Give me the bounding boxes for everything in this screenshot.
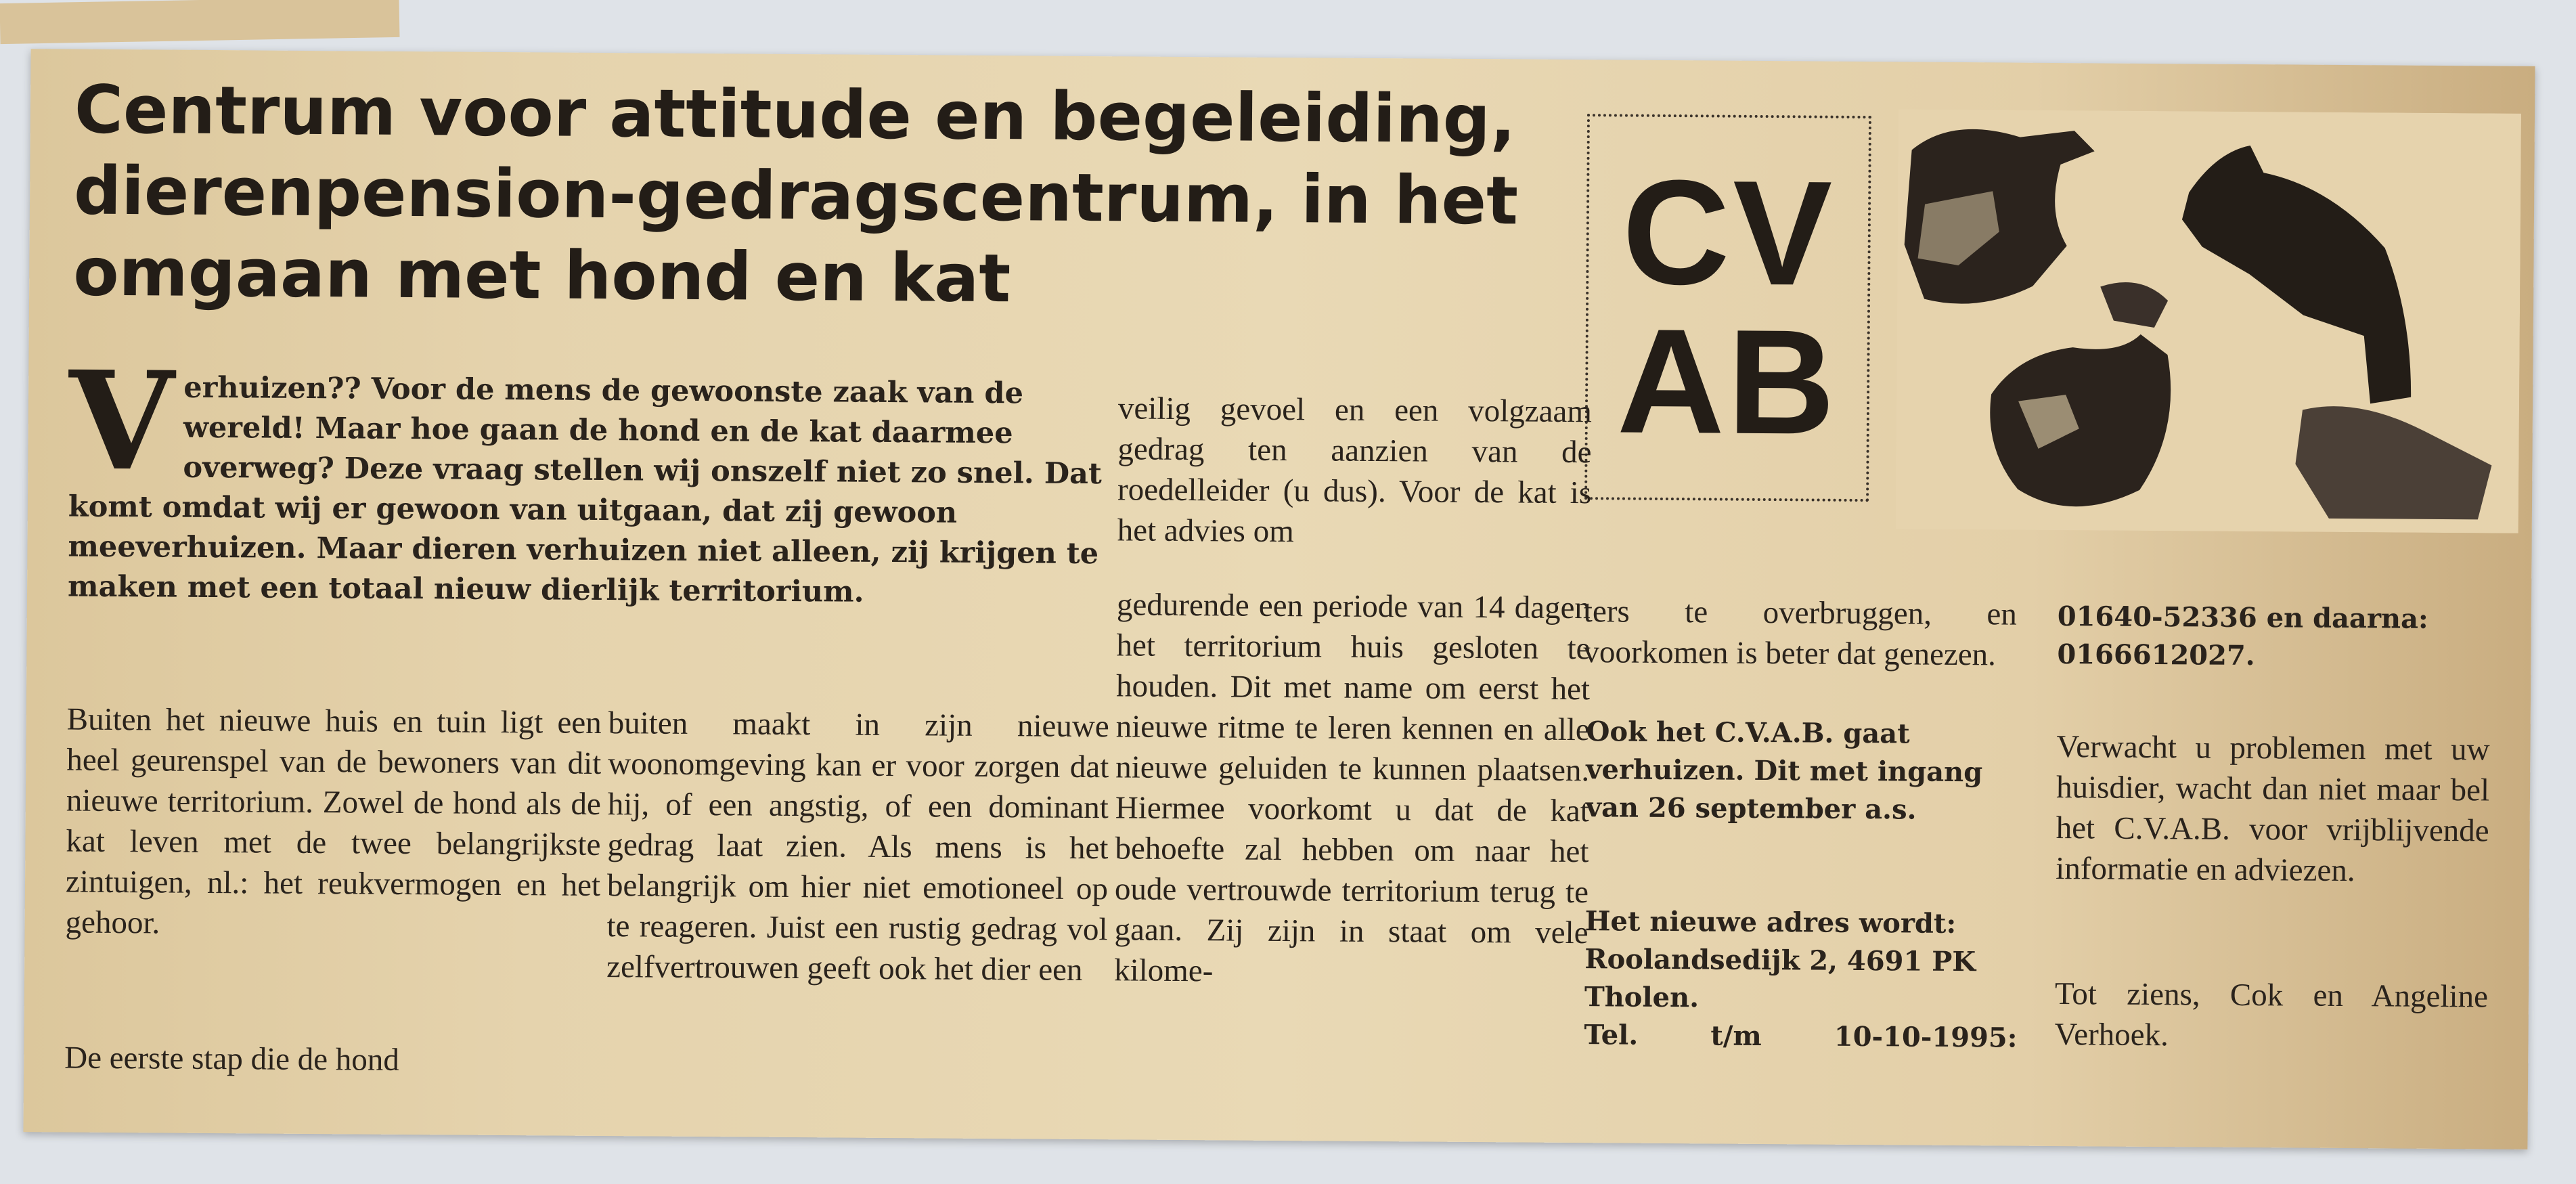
column-5-text: Verwacht u problemen met uw huisdier, wacht dan niet maar bel het C.V.A.B. voor vrijblijvende informatie en adviezen. — [2056, 729, 2490, 889]
until-date: 10-10-1995: — [1834, 1020, 2018, 1054]
logo-line-1: CV — [1622, 148, 1836, 317]
newspaper-clipping — [23, 49, 2535, 1149]
lead-text: erhuizen?? Voor de mens de gewoonste zaak van de wereld! Maar hoe gaan de hond en de kat daarmee overweg? Deze vraag stellen wij onszelf niet zo snel. Dat komt omdat wij er gewoon van uitgaan, dat zij gewoon meeverhuizen. Maar dieren verhuizen niet alleen, zij krijgen te maken met een totaal nieuw dierlijk territorium. — [67, 370, 1103, 609]
logo-line-2: AB — [1616, 297, 1838, 466]
address-line-2: Roolandsedijk 2, 4691 PK — [1584, 943, 1976, 978]
drop-cap: V — [68, 341, 175, 502]
column-4-top: ters te overbruggen, en voorkomen is beter dat genezen. — [1583, 594, 2018, 673]
new-address — [1584, 902, 2018, 1057]
column-3-bottom: gedurende een periode van 14 dagen het territorium huis gesloten te houden. Dit met name om eerst het nieuwe ritme te leren kennen en alle nieuwe geluiden te kunnen plaatsen. Hiermee voorkomt u dat de kat behoefte zal hebben om naar het oude vertrouwde territorium terug te gaan. Zij zijn in staat om vele kilome- — [1113, 587, 1591, 989]
tel-label: Tel. — [1584, 1019, 1639, 1051]
column-2-text: buiten maakt in zijn nieuwe woonomgeving kan er voor zorgen dat hij, of een angstig, of een dominant gedrag laat zien. Als mens is het belangrijk om hier niet emotioneel op te reageren. Juist een rustig gedrag vol zelfvertrouwen geeft ook het dier een — [606, 705, 1109, 988]
phone-numbers: 01640-52336 en daarna: 0166612027. — [2057, 600, 2428, 672]
dogs-and-cat-photo — [1896, 109, 2521, 533]
address-line-1: Het nieuwe adres wordt: — [1584, 905, 1957, 940]
phone-line — [1584, 1016, 2017, 1057]
address-line-3: Tholen. — [1584, 981, 1700, 1014]
until-label: t/m — [1710, 1019, 1762, 1052]
column-1-tail: De eerste stap die de hond — [64, 1040, 400, 1078]
paper-scrap — [0, 0, 399, 44]
signature-text: Tot ziens, Cok en Angeline Verhoek. — [2054, 976, 2489, 1053]
cvab-logo — [1584, 114, 1871, 502]
moving-announcement: Ook het C.V.A.B. gaat verhuizen. Dit met ingang van 26 september a.s. — [1585, 716, 1983, 826]
headline: Centrum voor attitude en begeleiding, dierenpension-gedragscentrum, in het omgaan met hond en kat — [72, 71, 1519, 318]
column-1-text: Buiten het nieuwe huis en tuin ligt een heel geurenspel van de bewoners van dit nieuwe territorium. Zowel de hond als de kat leven met de twee belangrijkste zintuigen, nl.: het reukvermogen en het gehoor. — [65, 701, 602, 941]
lead-paragraph — [67, 341, 1111, 615]
column-3-top: veilig gevoel en een volgzaam gedrag ten aanzien van de roedelleider (u dus). Voor de kat is het advies om — [1117, 391, 1593, 550]
